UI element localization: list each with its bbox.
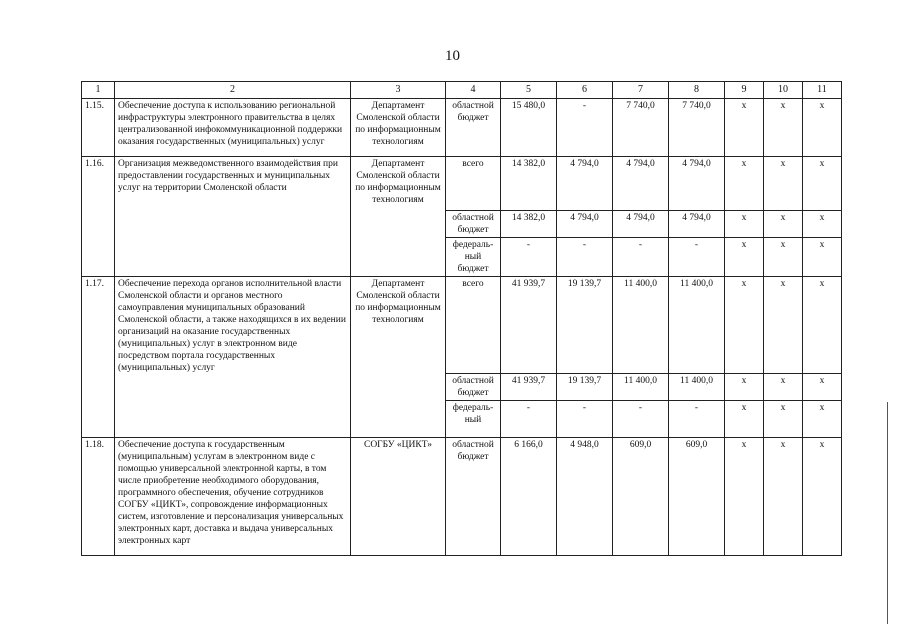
indicator-cell: x	[764, 438, 803, 556]
table-body	[82, 82, 842, 556]
column-header: 2	[115, 82, 351, 99]
table-row	[82, 277, 842, 374]
amount-cell: 41 939,7	[501, 374, 557, 401]
indicator-cell: x	[803, 277, 842, 374]
executor: Департамент Смоленской области по информационным технологиям	[351, 157, 446, 277]
indicator-cell: x	[803, 438, 842, 556]
item-number: 1.15.	[82, 99, 115, 157]
amount-cell: 4 794,0	[669, 157, 725, 211]
executor: Департамент Смоленской области по информационным технологиям	[351, 99, 446, 157]
item-number: 1.16.	[82, 157, 115, 277]
indicator-cell: x	[725, 374, 764, 401]
amount-cell: 14 382,0	[501, 211, 557, 238]
executor: Департамент Смоленской области по информационным технологиям	[351, 277, 446, 438]
funding-source: областной бюджет	[446, 99, 501, 157]
column-header: 5	[501, 82, 557, 99]
indicator-cell: x	[764, 401, 803, 438]
amount-cell: 6 166,0	[501, 438, 557, 556]
amount-cell: 11 400,0	[669, 277, 725, 374]
table-row	[82, 157, 842, 211]
indicator-cell: x	[764, 211, 803, 238]
program-activities-table	[81, 81, 842, 556]
amount-cell: 11 400,0	[613, 374, 669, 401]
header-row	[82, 82, 842, 99]
activity-name: Организация межведомственного взаимодействия при предоставлении государственных и муниципальных услуг на территории Смоленской области	[115, 157, 351, 277]
column-header: 6	[557, 82, 613, 99]
amount-cell: -	[669, 238, 725, 277]
indicator-cell: x	[764, 277, 803, 374]
amount-cell: 41 939,7	[501, 277, 557, 374]
indicator-cell: x	[725, 99, 764, 157]
funding-source: областной бюджет	[446, 211, 501, 238]
indicator-cell: x	[803, 401, 842, 438]
column-header: 4	[446, 82, 501, 99]
indicator-cell: x	[803, 157, 842, 211]
amount-cell: 4 794,0	[613, 157, 669, 211]
page-edge-line	[887, 402, 888, 624]
column-header: 7	[613, 82, 669, 99]
amount-cell: 11 400,0	[669, 374, 725, 401]
amount-cell: 7 740,0	[669, 99, 725, 157]
indicator-cell: x	[725, 157, 764, 211]
activity-name: Обеспечение перехода органов исполнительной власти Смоленской области и органов местного самоуправления муниципальных образований Смоленской области, а также находящихся в их ведении организаций на оказание государственных (муниципальных) услуг в электронном виде посредством портала государственных (муниципальных) услуг	[115, 277, 351, 438]
column-header: 11	[803, 82, 842, 99]
column-header: 9	[725, 82, 764, 99]
amount-cell: 4 794,0	[557, 157, 613, 211]
amount-cell: -	[669, 401, 725, 438]
indicator-cell: x	[803, 211, 842, 238]
activity-name: Обеспечение доступа к использованию региональной инфраструктуры электронного правительства в целях централизованной инфокоммуникационной поддержки оказания государственных (муниципальных) услуг	[115, 99, 351, 157]
indicator-cell: x	[803, 99, 842, 157]
amount-cell: -	[613, 238, 669, 277]
funding-source: всего	[446, 277, 501, 374]
column-header: 1	[82, 82, 115, 99]
amount-cell: 7 740,0	[613, 99, 669, 157]
amount-cell: 19 139,7	[557, 374, 613, 401]
amount-cell: 609,0	[613, 438, 669, 556]
amount-cell: 609,0	[669, 438, 725, 556]
amount-cell: 4 794,0	[669, 211, 725, 238]
amount-cell: -	[501, 401, 557, 438]
column-header: 8	[669, 82, 725, 99]
funding-source: всего	[446, 157, 501, 211]
amount-cell: -	[557, 99, 613, 157]
funding-source: областной бюджет	[446, 438, 501, 556]
column-header: 10	[764, 82, 803, 99]
funding-source: федераль-ный	[446, 401, 501, 438]
amount-cell: 15 480,0	[501, 99, 557, 157]
indicator-cell: x	[803, 374, 842, 401]
amount-cell: -	[501, 238, 557, 277]
amount-cell: -	[557, 401, 613, 438]
indicator-cell: x	[725, 438, 764, 556]
amount-cell: -	[613, 401, 669, 438]
indicator-cell: x	[725, 211, 764, 238]
indicator-cell: x	[764, 99, 803, 157]
indicator-cell: x	[803, 238, 842, 277]
amount-cell: 4 794,0	[557, 211, 613, 238]
column-header: 3	[351, 82, 446, 99]
indicator-cell: x	[764, 238, 803, 277]
table-row	[82, 99, 842, 157]
activity-name: Обеспечение доступа к государственным (муниципальным) услугам в электронном виде с помощью универсальной электронной карты, в том числе приобретение необходимого оборудования, программного обеспечения, обучение сотрудников СОГБУ «ЦИКТ», сопровождение информационных систем, изготовление и персонализация универсальных электронных карт, доставка и выдача универсальных электронных карт	[115, 438, 351, 556]
executor: СОГБУ «ЦИКТ»	[351, 438, 446, 556]
amount-cell: -	[557, 238, 613, 277]
indicator-cell: x	[725, 401, 764, 438]
amount-cell: 11 400,0	[613, 277, 669, 374]
amount-cell: 19 139,7	[557, 277, 613, 374]
amount-cell: 4 948,0	[557, 438, 613, 556]
indicator-cell: x	[764, 157, 803, 211]
table-row	[82, 438, 842, 556]
item-number: 1.17.	[82, 277, 115, 438]
indicator-cell: x	[725, 238, 764, 277]
indicator-cell: x	[764, 374, 803, 401]
page-number: 10	[445, 48, 460, 64]
amount-cell: 4 794,0	[613, 211, 669, 238]
funding-source: федераль-ный бюджет	[446, 238, 501, 277]
item-number: 1.18.	[82, 438, 115, 556]
funding-source: областной бюджет	[446, 374, 501, 401]
indicator-cell: x	[725, 277, 764, 374]
amount-cell: 14 382,0	[501, 157, 557, 211]
